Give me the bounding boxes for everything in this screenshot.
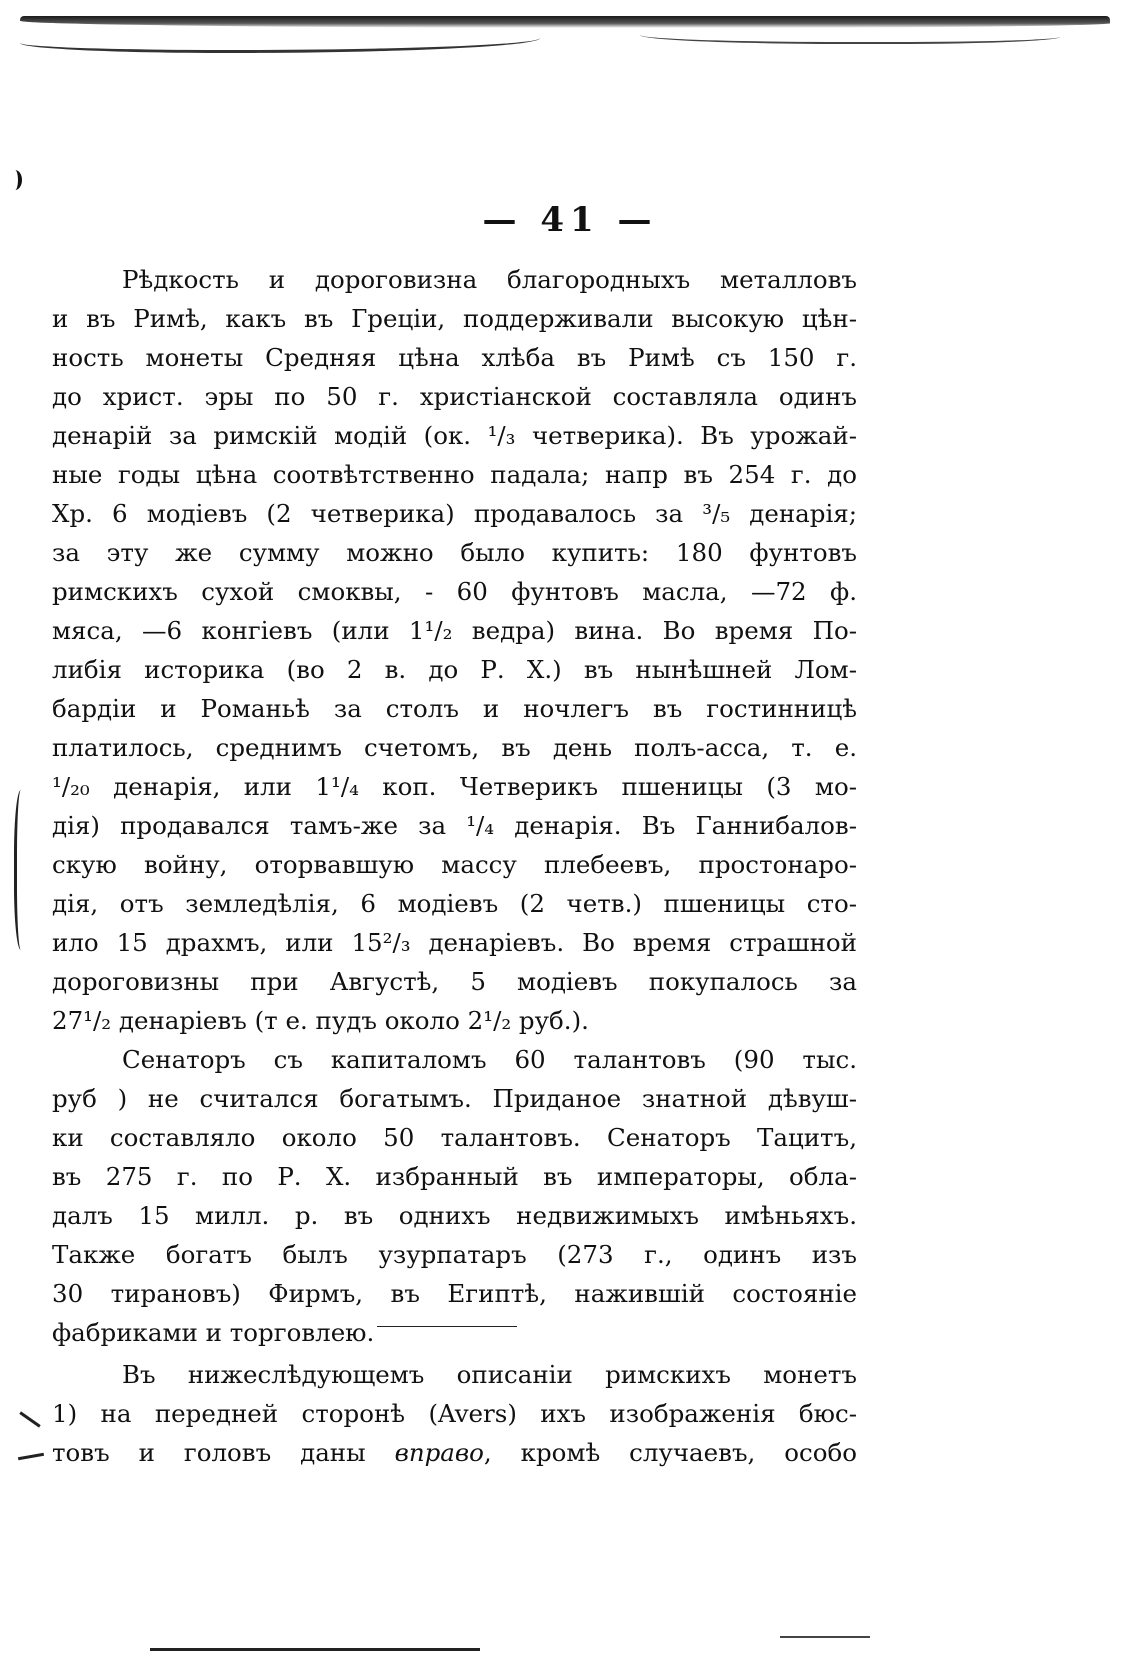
text-line: въ 275 г. по Р. Х. избранный въ императоры, обла-	[52, 1162, 857, 1191]
text-line: и въ Римѣ, какъ въ Греціи, поддерживали высокую цѣн-	[52, 304, 857, 333]
text-line: 27¹/₂ денаріевъ (т е. пудъ около 2¹/₂ руб.).	[52, 1006, 589, 1035]
text-line: денарій за римскій модій (ок. ¹/₃ четверика). Въ урожай-	[52, 421, 857, 450]
coin-description-intro	[52, 1355, 857, 1472]
text-line	[52, 1433, 857, 1472]
text-line: скую войну, оторвавшую массу плебеевъ, простонаро-	[52, 850, 857, 879]
text-line: ¹/₂₀ денарія, или 1¹/₄ коп. Четверикъ пшеницы (3 мо-	[52, 772, 857, 801]
text-line: либія историка (во 2 в. до Р. Х.) въ нынѣшней Лом-	[52, 655, 857, 684]
text-line: за эту же сумму можно было купить: 180 фунтовъ	[52, 538, 857, 567]
text-line: далъ 15 милл. р. въ однихъ недвижимыхъ имѣньяхъ.	[52, 1201, 857, 1230]
text-line: ность монеты Средняя цѣна хлѣба въ Римѣ съ 150 г.	[52, 343, 857, 372]
scan-top-edge-shadow-left	[20, 28, 540, 53]
text-line: 1) на передней сторонѣ (Avers) ихъ изображенія бюс-	[52, 1399, 857, 1428]
margin-arrow-mark	[19, 1411, 40, 1427]
scan-top-edge-shadow-right	[640, 26, 1060, 44]
scan-bottom-mark	[150, 1648, 480, 1651]
text-line: Сенаторъ съ капиталомъ 60 талантовъ (90 тыс.	[122, 1045, 857, 1074]
text-fragment: , кромѣ случаевъ, особо	[483, 1438, 857, 1467]
margin-arrow-mark	[18, 1453, 44, 1460]
text-line: Хр. 6 модіевъ (2 четверика) продавалось за ³/₅ денарія;	[52, 499, 857, 528]
text-line: дороговизны при Августѣ, 5 модіевъ покупалось за	[52, 967, 857, 996]
text-line: Въ нижеслѣдующемъ описаніи римскихъ монетъ	[122, 1360, 857, 1389]
text-line: Также богатъ былъ узурпатаръ (273 г., одинъ изъ	[52, 1240, 857, 1269]
scan-bottom-mark	[780, 1636, 870, 1638]
text-line: римскихъ сухой смоквы, - 60 фунтовъ масла, —72 ф.	[52, 577, 857, 606]
text-line: ки составляло около 50 талантовъ. Сенаторъ Тацитъ,	[52, 1123, 857, 1152]
text-line: ные годы цѣна соотвѣтственно падала; напр въ 254 г. до	[52, 460, 857, 489]
text-line: ило 15 драхмъ, или 15²/₃ денаріевъ. Во время страшной	[52, 928, 857, 957]
paragraph-prices	[52, 260, 857, 1040]
section-divider	[377, 1326, 517, 1327]
text-fragment: товъ и головъ даны	[52, 1438, 366, 1467]
main-text	[52, 260, 857, 1352]
text-line: платилось, среднимъ счетомъ, въ день полъ-асса, т. е.	[52, 733, 857, 762]
text-line: бардіи и Романьѣ за столъ и ночлегъ въ гостинницѣ	[52, 694, 857, 723]
text-line: фабриками и торговлею.	[52, 1318, 375, 1347]
paragraph-wealth	[52, 1040, 857, 1352]
page-number: — 41 —	[482, 200, 658, 240]
margin-bracket-mark	[14, 790, 31, 950]
text-line: руб ) не считался богатымъ. Приданое знатной дѣвуш-	[52, 1084, 857, 1113]
text-line: 30 тирановъ) Фирмъ, въ Египтѣ, нажившій состояніе	[52, 1279, 857, 1308]
text-line: Рѣдкость и дороговизна благородныхъ металловъ	[122, 265, 857, 294]
margin-mark	[8, 170, 22, 190]
text-line: дія) продавался тамъ-же за ¹/₄ денарія. Въ Ганнибалов-	[52, 811, 857, 840]
italic-word: вправо	[394, 1438, 484, 1467]
text-line: дія, отъ земледѣлія, 6 модіевъ (2 четв.) пшеницы сто-	[52, 889, 857, 918]
text-line: до христ. эры по 50 г. христіанской составляла одинъ	[52, 382, 857, 411]
text-line: мяса, —6 конгіевъ (или 1¹/₂ ведра) вина. Во время По-	[52, 616, 857, 645]
